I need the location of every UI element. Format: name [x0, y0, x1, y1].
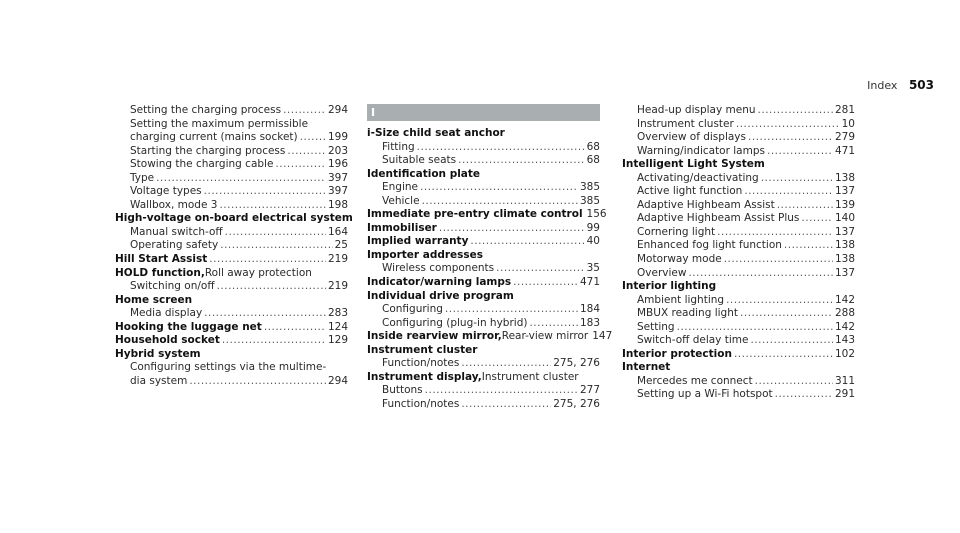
letter-section-header: I [367, 104, 600, 121]
index-entry [115, 307, 348, 321]
entry-page-number: 385 [579, 194, 600, 207]
entry-page-number: 294 [327, 104, 348, 116]
entry-reference: Instrument cluster [481, 370, 579, 383]
entry-page-number: 68 [586, 154, 600, 167]
entry-page-number: 40 [586, 235, 600, 248]
leader-dots [767, 145, 833, 159]
index-entry [622, 199, 855, 213]
entry-label: Warning/indicator lamps [637, 144, 765, 157]
leader-dots [283, 104, 326, 118]
entry-label: Setting up a Wi-Fi hotspot [637, 388, 773, 401]
page-header [867, 78, 934, 92]
entry-page-number: 279 [834, 131, 855, 144]
index-entry [115, 158, 348, 172]
entry-label: Buttons [382, 384, 423, 397]
entry-page-number: 142 [834, 320, 855, 333]
page-number: 503 [908, 78, 934, 92]
index-entry [622, 158, 855, 172]
index-entry [367, 398, 600, 412]
leader-dots [784, 239, 833, 253]
entry-page-number: 199 [327, 131, 348, 144]
entry-label: Vehicle [382, 194, 420, 207]
leader-dots [748, 131, 833, 145]
entry-label: Starting the charging process [130, 144, 286, 157]
index-entry [367, 317, 600, 331]
entry-label: Voltage types [130, 185, 202, 198]
entry-label: Configuring [382, 303, 443, 316]
leader-dots [420, 181, 578, 195]
index-column-2-entries [367, 127, 613, 411]
index-entry [115, 280, 348, 294]
entry-label: Identification plate [367, 167, 481, 180]
index-entry [115, 199, 348, 213]
index-column-3 [622, 104, 855, 402]
leader-dots [445, 303, 578, 317]
leader-dots [744, 185, 833, 199]
leader-dots [761, 172, 833, 186]
entry-page-number: 198 [327, 198, 348, 211]
entry-label: Type [130, 171, 155, 184]
index-entry [115, 172, 348, 186]
entry-page-number: 142 [834, 293, 855, 306]
entry-label: Individual drive program [367, 289, 514, 302]
leader-dots [264, 321, 326, 335]
entry-page-number: 203 [327, 144, 348, 157]
entry-page-number: 184 [579, 303, 600, 316]
index-entry [622, 253, 855, 267]
entry-page-number: 397 [327, 171, 348, 184]
leader-dots [775, 388, 833, 402]
entry-page-number: 294 [327, 374, 348, 387]
index-entry [622, 361, 855, 375]
leader-dots [156, 172, 326, 186]
index-entry [367, 141, 600, 155]
index-entry [622, 212, 855, 226]
entry-page-number: 311 [834, 374, 855, 387]
entry-page-number: 129 [327, 334, 348, 347]
index-entry [367, 330, 613, 344]
leader-dots [204, 185, 326, 199]
index-entry [622, 348, 855, 362]
index-entry [367, 235, 600, 249]
entry-page-number: 385 [579, 181, 600, 194]
entry-label: Instrument display, [367, 370, 482, 383]
entry-reference: Rear-view mirror [501, 330, 589, 343]
index-entry [622, 185, 855, 199]
entry-page-number: 156 [586, 208, 607, 221]
index-entry [115, 104, 348, 118]
index-entry [367, 262, 600, 276]
entry-label: Cornering light [637, 225, 716, 238]
entry-page-number: 138 [834, 239, 855, 252]
index-entry [367, 344, 600, 358]
entry-label: Inside rearview mirror, [367, 330, 502, 343]
index-entry [115, 226, 348, 240]
entry-label: Suitable seats [382, 154, 457, 167]
index-entry [367, 222, 600, 236]
entry-page-number: 10 [841, 117, 855, 130]
entry-label: Stowing the charging cable [130, 158, 274, 171]
entry-page-number: 35 [586, 262, 600, 275]
entry-page-number: 281 [834, 104, 855, 116]
leader-dots [439, 222, 585, 236]
entry-label: Function/notes [382, 397, 460, 410]
index-entry [115, 334, 348, 348]
leader-dots [734, 348, 833, 362]
entry-label: Instrument cluster [637, 117, 734, 130]
entry-page-number: 288 [834, 307, 855, 320]
leader-dots [677, 321, 833, 335]
entry-label: Setting the maximum permissible [130, 117, 309, 130]
entry-label: Instrument cluster [367, 343, 478, 356]
leader-dots [422, 195, 578, 209]
leader-dots [717, 226, 833, 240]
entry-label: Activating/deactivating [637, 171, 759, 184]
entry-label: Function/notes [382, 357, 460, 370]
leader-dots [219, 199, 326, 213]
entry-label: High-voltage on-board electrical system [115, 212, 353, 225]
entry-label: Operating safety [130, 239, 219, 252]
entry-page-number: 275, 276 [553, 397, 600, 410]
index-entry [115, 185, 348, 199]
entry-label: Wireless components [382, 262, 495, 275]
entry-label: Overview of displays [637, 131, 746, 144]
entry-page-number: 471 [579, 276, 600, 289]
index-entry [622, 145, 855, 159]
index-entry [622, 307, 855, 321]
entry-page-number: 25 [334, 239, 348, 252]
entry-label: Interior protection [622, 347, 732, 360]
index-entry [622, 172, 855, 186]
entry-label: Immediate pre-entry climate control [367, 208, 583, 221]
entry-label: Enhanced fog light function [637, 239, 782, 252]
entry-label: Hybrid system [115, 347, 201, 360]
entry-label: Configuring (plug-in hybrid) [382, 316, 528, 329]
leader-dots [724, 253, 833, 267]
entry-label: Mercedes me connect [637, 374, 753, 387]
entry-page-number: 137 [834, 185, 855, 198]
entry-page-number: 397 [327, 185, 348, 198]
entry-label: HOLD function, [115, 266, 205, 279]
entry-page-number: 471 [834, 144, 855, 157]
entry-page-number: 137 [834, 225, 855, 238]
index-entry [115, 361, 348, 375]
leader-dots [461, 398, 551, 412]
index-entry [115, 267, 348, 281]
leader-dots [458, 154, 585, 168]
index-entry [367, 154, 600, 168]
leader-dots [726, 294, 833, 308]
entry-label: Head-up display menu [637, 104, 756, 116]
entry-page-number: 164 [327, 225, 348, 238]
leader-dots [513, 276, 578, 290]
leader-dots [189, 375, 326, 389]
index-entry [115, 118, 348, 132]
index-entry [622, 321, 855, 335]
entry-label: Setting the charging process [130, 104, 282, 116]
index-entry [622, 104, 855, 118]
entry-page-number: 124 [327, 320, 348, 333]
leader-dots [688, 267, 833, 281]
index-entry [115, 212, 353, 226]
entry-label: Switch-off delay time [637, 334, 749, 347]
index-entry [367, 276, 600, 290]
index-entry [622, 267, 855, 281]
entry-label: Hill Start Assist [115, 253, 208, 266]
leader-dots [222, 334, 326, 348]
entry-label: Wallbox, mode 3 [130, 198, 218, 211]
index-entry [622, 239, 855, 253]
entry-page-number: 147 [592, 330, 613, 343]
leader-dots [496, 262, 584, 276]
leader-dots [204, 307, 326, 321]
leader-dots [777, 199, 833, 213]
entry-label: i-Size child seat anchor [367, 127, 505, 139]
entry-label: Motorway mode [637, 253, 722, 266]
index-entry [367, 303, 600, 317]
leader-dots [801, 212, 833, 226]
entry-label: Engine [382, 181, 418, 194]
index-entry [622, 131, 855, 145]
entry-page-number: 275, 276 [553, 357, 600, 370]
index-entry [622, 226, 855, 240]
index-entry [367, 127, 600, 141]
leader-dots [287, 145, 326, 159]
index-entry [115, 348, 348, 362]
index-entry [622, 375, 855, 389]
entry-label: Internet [622, 361, 671, 374]
leader-dots [750, 334, 833, 348]
leader-dots [461, 357, 551, 371]
leader-dots [529, 317, 577, 331]
index-entry [367, 290, 600, 304]
entry-page-number: 99 [586, 221, 600, 234]
index-entry [622, 388, 855, 402]
index-entry [115, 253, 348, 267]
entry-page-number: 140 [834, 212, 855, 225]
entry-label: Active light function [637, 185, 743, 198]
index-entry [622, 334, 855, 348]
leader-dots [217, 280, 326, 294]
index-entry [367, 208, 607, 222]
index-entry [115, 294, 348, 308]
entry-label: Fitting [382, 140, 415, 153]
entry-label: Ambient lighting [637, 293, 725, 306]
leader-dots [425, 384, 578, 398]
entry-label: Immobiliser [367, 221, 437, 234]
index-entry [367, 168, 600, 182]
index-entry [115, 375, 348, 389]
entry-label: dia system [130, 374, 188, 387]
index-title: Index [867, 79, 898, 92]
entry-label: Overview [637, 266, 687, 279]
entry-label: Indicator/warning lamps [367, 276, 512, 289]
entry-label: charging current (mains socket) [130, 131, 298, 144]
entry-page-number: 183 [579, 316, 600, 329]
leader-dots [758, 104, 833, 118]
leader-dots [736, 118, 840, 132]
index-column-1 [115, 104, 353, 388]
entry-page-number: 137 [834, 266, 855, 279]
entry-page-number: 291 [834, 388, 855, 401]
index-entry [367, 195, 600, 209]
leader-dots [417, 141, 585, 155]
entry-page-number: 143 [834, 334, 855, 347]
entry-label: Implied warranty [367, 235, 469, 248]
index-entry [367, 357, 600, 371]
index-entry [367, 384, 600, 398]
index-entry [622, 294, 855, 308]
entry-label: Setting [637, 320, 675, 333]
index-entry [115, 145, 348, 159]
entry-label: Manual switch-off [130, 225, 223, 238]
index-entry [115, 321, 348, 335]
entry-page-number: 139 [834, 198, 855, 211]
entry-label: Intelligent Light System [622, 158, 765, 171]
entry-label: Interior lighting [622, 280, 717, 293]
leader-dots [275, 158, 326, 172]
entry-label: Adaptive Highbeam Assist [637, 198, 775, 211]
index-entry [367, 371, 600, 385]
entry-page-number: 102 [834, 347, 855, 360]
entry-label: Home screen [115, 293, 193, 306]
leader-dots [209, 253, 326, 267]
leader-dots [225, 226, 326, 240]
leader-dots [470, 235, 584, 249]
leader-dots [300, 131, 326, 145]
index-entry [622, 118, 855, 132]
entry-label: MBUX reading light [637, 307, 738, 320]
entry-label: Importer addresses [367, 248, 484, 261]
entry-label: Switching on/off [130, 280, 215, 293]
entry-page-number: 283 [327, 307, 348, 320]
entry-page-number: 277 [579, 384, 600, 397]
index-entry [115, 131, 348, 145]
entry-label: Configuring settings via the multime- [130, 361, 327, 374]
index-entry [115, 239, 348, 253]
entry-reference: Roll away protection [204, 266, 312, 279]
entry-page-number: 219 [327, 253, 348, 266]
index-column-2 [367, 104, 613, 411]
entry-page-number: 68 [586, 140, 600, 153]
entry-page-number: 219 [327, 280, 348, 293]
entry-page-number: 138 [834, 253, 855, 266]
entry-page-number: 196 [327, 158, 348, 171]
leader-dots [755, 375, 833, 389]
index-entry [367, 181, 600, 195]
entry-label: Media display [130, 307, 203, 320]
entry-label: Household socket [115, 334, 220, 347]
leader-dots [740, 307, 833, 321]
entry-label: Hooking the luggage net [115, 320, 262, 333]
entry-label: Adaptive Highbeam Assist Plus [637, 212, 800, 225]
leader-dots [220, 239, 332, 253]
entry-page-number: 138 [834, 171, 855, 184]
index-entry [367, 249, 600, 263]
index-entry [622, 280, 855, 294]
